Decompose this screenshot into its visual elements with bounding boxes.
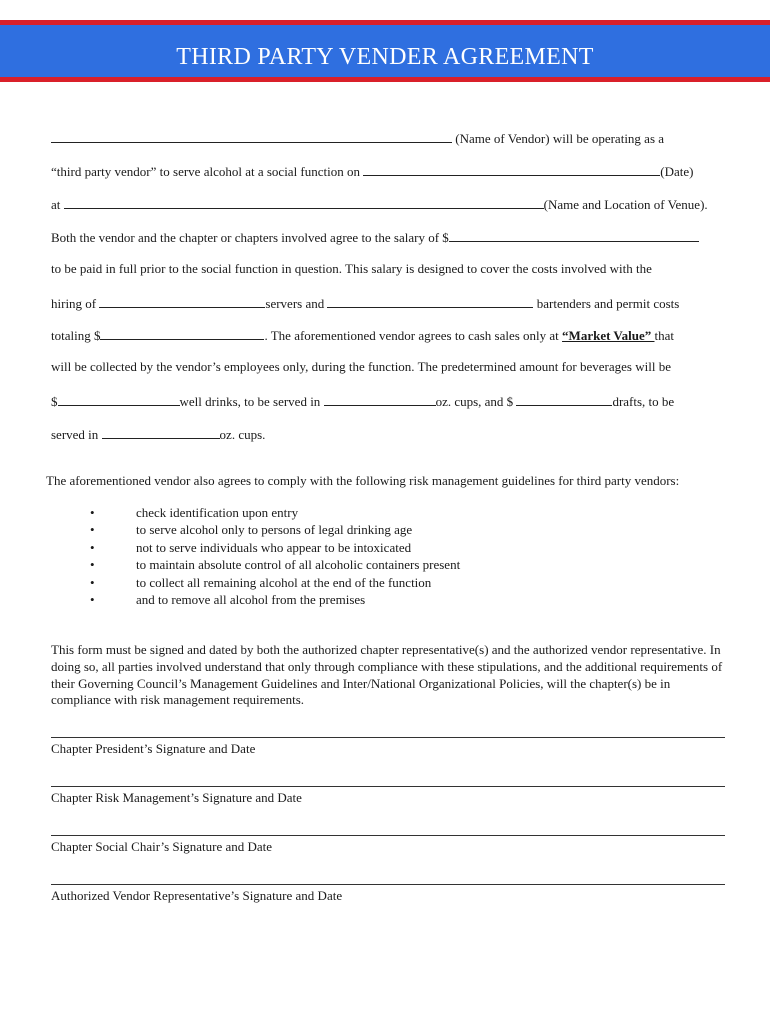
risk-intro-text: The aforementioned vendor also agrees to comply with the following risk management guidelines for third party vendors:	[46, 473, 680, 488]
servers-text: servers and	[265, 296, 325, 311]
venue-field[interactable]	[64, 195, 544, 209]
bartenders-count-field[interactable]	[327, 294, 533, 308]
date-label: (Date)	[660, 164, 694, 179]
bartenders-text: bartenders and permit costs	[536, 296, 680, 311]
well-drinks-text: well drinks, to be served in	[179, 394, 321, 409]
form-line-served	[51, 425, 265, 443]
salary-purpose-text: to be paid in full prior to the social function in question. This salary is designed to cover the costs involved with the	[51, 261, 652, 276]
bullet-icon: •	[90, 591, 95, 607]
list-item-text: and to remove all alcohol from the premises	[136, 591, 366, 607]
served-in-text: served in	[51, 427, 99, 442]
well-drinks-price-field[interactable]	[58, 392, 180, 406]
servers-count-field[interactable]	[99, 294, 265, 308]
dollar-sign: $	[51, 394, 58, 409]
form-line-hiring	[51, 294, 679, 312]
that-text: that	[654, 328, 674, 343]
list-item	[85, 591, 460, 608]
drafts-price-field[interactable]	[516, 392, 612, 406]
compliance-notice: This form must be signed and dated by both the authorized chapter representative(s) and the authorized vendor representative. In doing so, all parties involved understand that only through compliance with these stipulations, and the additional requirements of their Governing Council’s Management Guidelines and Inter/National Organizational Policies, will the chapter(s) be in compliance with risk management requirements.	[51, 642, 723, 708]
date-field[interactable]	[363, 162, 660, 176]
venue-label: (Name and Location of Venue).	[543, 197, 708, 212]
list-item-text: not to serve individuals who appear to be intoxicated	[136, 539, 412, 555]
list-item	[85, 504, 460, 521]
list-item	[85, 574, 460, 591]
drafts-text: drafts, to be	[612, 394, 675, 409]
bullet-icon: •	[90, 505, 95, 520]
signature-line-social-chair[interactable]	[51, 835, 725, 836]
form-line-vendor	[51, 129, 664, 147]
salary-field[interactable]	[449, 228, 699, 242]
signature-label-president: Chapter President’s Signature and Date	[51, 741, 256, 756]
oz-cups-text: oz. cups.	[219, 427, 266, 442]
bullet-icon: •	[90, 557, 95, 573]
bullet-icon: •	[90, 522, 95, 538]
totaling-text: totaling $	[51, 328, 101, 343]
form-line-venue	[51, 195, 708, 213]
salary-text: Both the vendor and the chapter or chapters involved agree to the salary of $	[51, 230, 449, 245]
oz-cups-and-text: oz. cups, and $	[435, 394, 514, 409]
bullet-icon: •	[90, 574, 95, 590]
list-item	[85, 521, 460, 538]
total-amount-field[interactable]	[100, 326, 264, 340]
risk-guidelines-list	[85, 504, 460, 608]
form-line-drinks	[51, 392, 674, 410]
signature-line-vendor[interactable]	[51, 884, 725, 885]
collection-text: will be collected by the vendor’s employees only, during the function. The predetermined amount for beverages will be	[51, 359, 671, 374]
hiring-text: hiring of	[51, 296, 97, 311]
signature-label-social-chair: Chapter Social Chair’s Signature and Date	[51, 839, 273, 854]
list-item-text: to serve alcohol only to persons of legal drinking age	[136, 522, 413, 538]
vendor-name-label: (Name of Vendor) will be operating as a	[455, 131, 665, 146]
list-item	[85, 539, 460, 556]
signature-label-risk-management: Chapter Risk Management’s Signature and Date	[51, 790, 302, 805]
signature-line-president[interactable]	[51, 737, 725, 738]
form-line-date	[51, 162, 693, 180]
list-item	[85, 556, 460, 573]
signature-line-risk-management[interactable]	[51, 786, 725, 787]
signature-label-vendor: Authorized Vendor Representative’s Signature and Date	[51, 888, 343, 903]
form-line-totaling	[51, 326, 674, 344]
title-banner	[0, 20, 770, 82]
list-item-text: to collect all remaining alcohol at the end of the function	[136, 574, 432, 590]
list-item-text: to maintain absolute control of all alcoholic containers present	[136, 557, 461, 573]
well-cup-size-field[interactable]	[324, 392, 436, 406]
vendor-name-field[interactable]	[51, 129, 452, 143]
list-item-text: check identification upon entry	[136, 505, 299, 520]
form-line-salary	[51, 228, 699, 246]
third-party-text: “third party vendor” to serve alcohol at a social function on	[51, 164, 361, 179]
bullet-icon: •	[90, 539, 95, 555]
market-value-text: “Market Value”	[562, 328, 655, 343]
draft-cup-size-field[interactable]	[102, 425, 220, 439]
page-title: THIRD PARTY VENDER AGREEMENT	[176, 44, 594, 70]
cash-sales-text: . The aforementioned vendor agrees to cash sales only at	[264, 328, 559, 343]
at-text: at	[51, 197, 61, 212]
